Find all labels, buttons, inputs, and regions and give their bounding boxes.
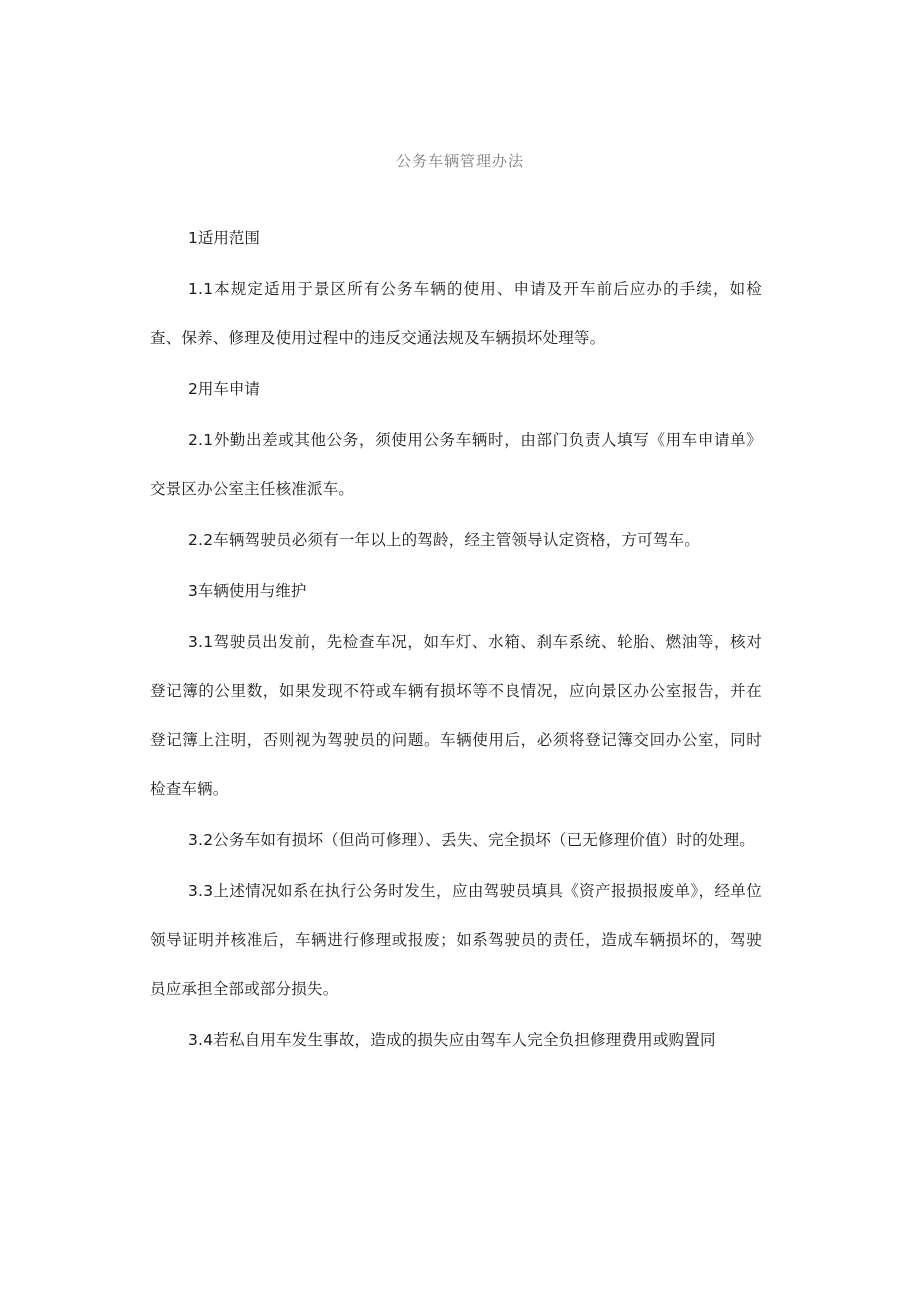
paragraph-2-2: 2.2车辆驾驶员必须有一年以上的驾龄，经主管领导认定资格，方可驾车。 <box>188 531 700 549</box>
section-heading-scope: 1适用范围 <box>188 229 260 247</box>
paragraph-3-3: 3.3上述情况如系在执行公务时发生，应由驾驶员填具《资产报损报废单》，经单位领导证明并核准后，车辆进行修理或报废；如系驾驶员的责任，造成车辆损坏的，驾驶员应承担全部或部分损失。 <box>150 882 762 998</box>
section-heading-vehicle-use: 3车辆使用与维护 <box>188 582 307 600</box>
paragraph-3-2: 3.2公务车如有损坏（但尚可修理）、丢失、完全损坏（已无修理价值）时的处理。 <box>188 831 756 849</box>
document-title: 公务车辆管理办法 <box>395 152 524 170</box>
paragraph-2-1: 2.1外勤出差或其他公务，须使用公务车辆时，由部门负责人填写《用车申请单》交景区办公室主任核准派车。 <box>150 431 762 498</box>
document-body <box>150 214 762 1065</box>
section-heading-vehicle-request: 2用车申请 <box>188 380 260 398</box>
paragraph-1-1: 1.1本规定适用于景区所有公务车辆的使用、申请及开车前后应办的手续，如检查、保养、修理及使用过程中的违反交通法规及车辆损坏处理等。 <box>150 280 762 347</box>
paragraph-3-1: 3.1驾驶员出发前，先检查车况，如车灯、水箱、刹车系统、轮胎、燃油等，核对登记簿的公里数，如果发现不符或车辆有损坏等不良情况，应向景区办公室报告，并在登记簿上注明，否则视为驾驶员的问题。车辆使用后，必须将登记簿交回办公室，同时检查车辆。 <box>150 633 762 798</box>
paragraph-3-4: 3.4若私自用车发生事故，造成的损失应由驾车人完全负担修理费用或购置同 <box>188 1031 716 1049</box>
